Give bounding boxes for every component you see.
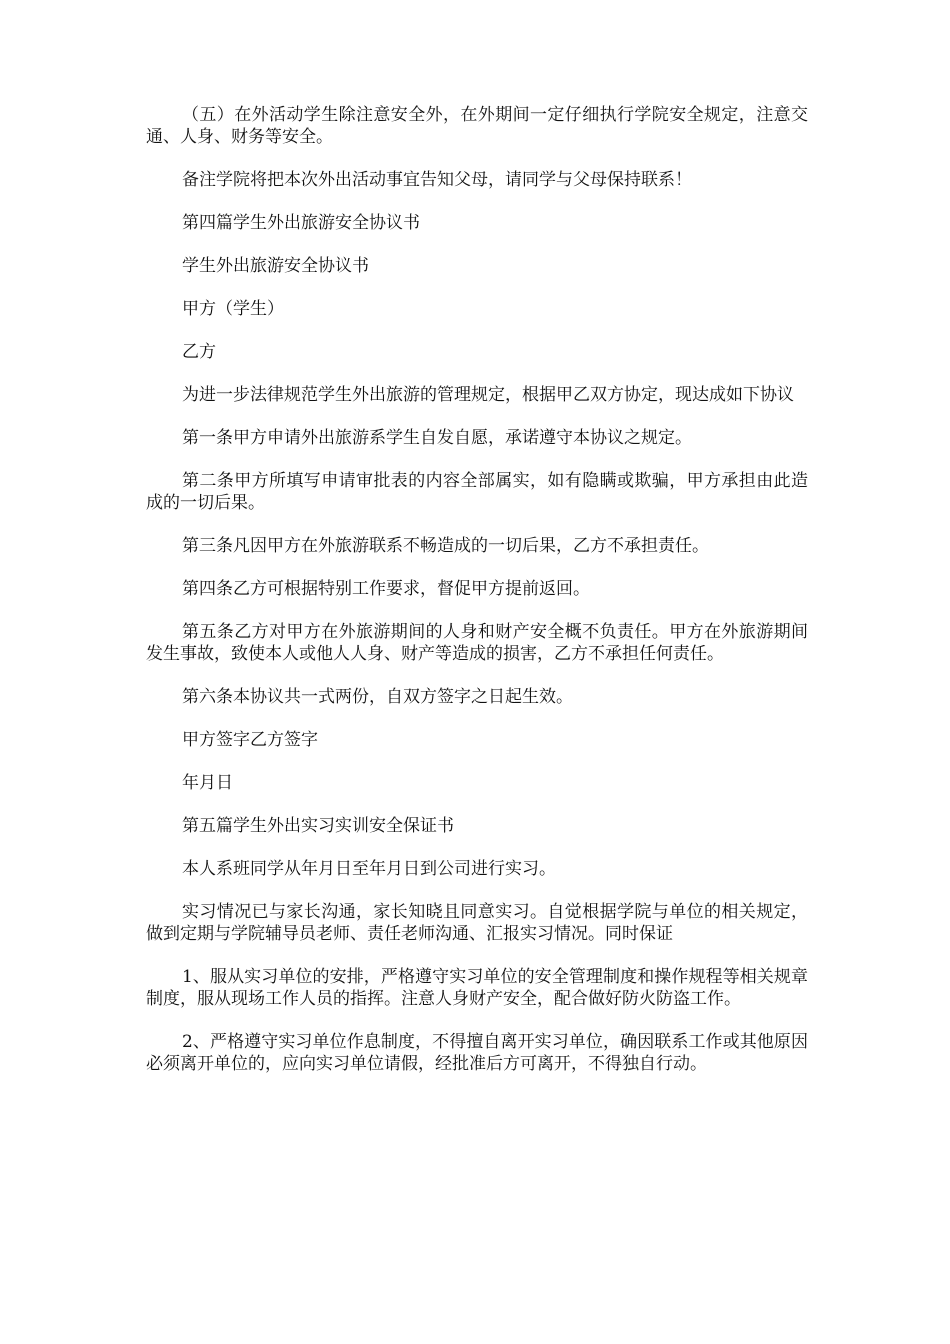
signature-line: 甲方签字乙方签字: [182, 730, 318, 750]
party-b-label: 乙方: [182, 342, 216, 362]
article-1: 第一条甲方申请外出旅游系学生自发自愿，承诺遵守本协议之规定。: [182, 428, 692, 448]
section-heading: 第五篇学生外出实习实训安全保证书: [182, 816, 454, 836]
agreement-title: 学生外出旅游安全协议书: [182, 256, 369, 276]
document-body: [146, 104, 808, 1096]
section-heading: 第四篇学生外出旅游安全协议书: [182, 213, 420, 233]
list-item: 2、严格遵守实习单位作息制度，不得擅自离开实习单位，确因联系工作或其他原因必须离开单位的，应向实习单位请假，经批准后方可离开，不得独自行动。: [146, 1032, 808, 1074]
party-a-label: 甲方（学生）: [182, 299, 284, 319]
paragraph: （五）在外活动学生除注意安全外，在外期间一定仔细执行学院安全规定，注意交通、人身、财务等安全。: [146, 105, 808, 147]
article-5: 第五条乙方对甲方在外旅游期间的人身和财产安全概不负责任。甲方在外旅游期间发生事故，致使本人或他人人身、财产等造成的损害，乙方不承担任何责任。: [146, 622, 808, 664]
list-item: 1、服从实习单位的安排，严格遵守实习单位的安全管理制度和操作规程等相关规章制度，服从现场工作人员的指挥。注意人身财产安全，配合做好防火防盗工作。: [146, 967, 808, 1009]
date-line: 年月日: [182, 773, 233, 793]
paragraph: 实习情况已与家长沟通，家长知晓且同意实习。自觉根据学院与单位的相关规定，做到定期与学院辅导员老师、责任老师沟通、汇报实习情况。同时保证: [146, 902, 808, 944]
article-2: 第二条甲方所填写申请审批表的内容全部属实，如有隐瞒或欺骗，甲方承担由此造成的一切后果。: [146, 471, 808, 513]
paragraph: 为进一步法律规范学生外出旅游的管理规定，根据甲乙双方协定，现达成如下协议: [182, 385, 794, 405]
article-6: 第六条本协议共一式两份，自双方签字之日起生效。: [182, 687, 573, 707]
paragraph: 备注学院将把本次外出活动事宜告知父母，请同学与父母保持联系！: [182, 170, 692, 190]
article-4: 第四条乙方可根据特别工作要求，督促甲方提前返回。: [182, 579, 590, 599]
paragraph: 本人系班同学从年月日至年月日到公司进行实习。: [182, 859, 556, 879]
article-3: 第三条凡因甲方在外旅游联系不畅造成的一切后果，乙方不承担责任。: [182, 536, 709, 556]
